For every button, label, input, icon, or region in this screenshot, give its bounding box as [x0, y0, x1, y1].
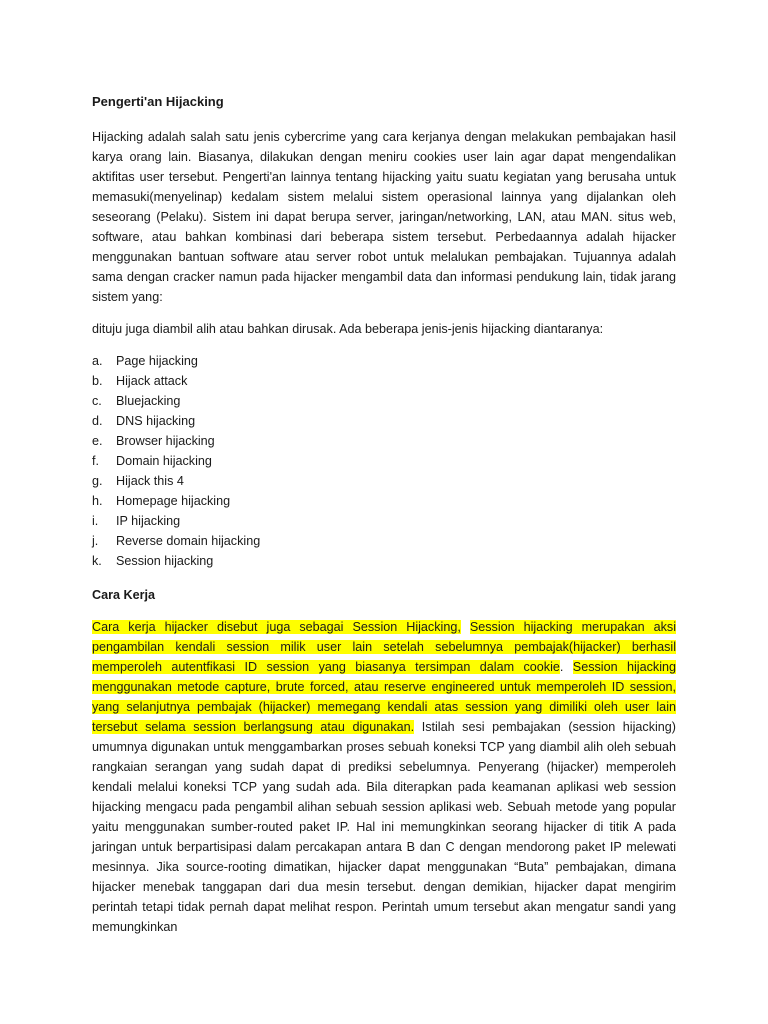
hijacking-types-list [92, 351, 676, 571]
list-item-text: DNS hijacking [116, 414, 196, 428]
body-text: Istilah sesi pembajakan (session hijacking) umumnya digunakan untuk menggambarkan proses sebuah koneksi TCP yang diambil alih oleh sebuah rangkaian serangan yang sudah dapat di prediksi sebelumnya. Penyerang (hijacker) memperoleh kendali melalui koneksi TCP yang sudah ada. Bila diterapkan pada keamanan aplikasi web session hijacking mengacu pada pengambil alihan sebuah session aplikasi web. Sebuah metode yang popular yaitu menggunakan sumber-routed paket IP. Hal ini memungkinkan seorang hijacker di titik A pada jaringan untuk berpartisipasi dalam percakapan antara B dan C dengan mendorong paket IP melewati mesinnya. Jika source-rooting dimatikan, hijacker dapat menggunakan “Buta” pembajakan, dimana hijacker menebak tanggapan dari dua mesin tersebut. dengan demikian, hijacker dapat mengirim perintah tetapi tidak pernah dapat melihat respon. Perintah umum tersebut akan mengatur sandi yang memungkinkan [92, 720, 676, 934]
highlighted-text: Cara kerja hijacker disebut juga sebagai Session Hijacking, [92, 620, 461, 634]
list-item [92, 371, 676, 391]
list-item-text: Domain hijacking [116, 454, 212, 468]
list-item [92, 411, 676, 431]
list-marker: k. [92, 554, 102, 568]
list-marker: b. [92, 374, 103, 388]
list-marker: e. [92, 434, 103, 448]
list-item-text: Session hijacking [116, 554, 214, 568]
list-item [92, 551, 676, 571]
list-marker: j. [92, 534, 99, 548]
list-intro: dituju juga diambil alih atau bahkan dirusak. Ada beberapa jenis-jenis hijacking diantaranya: [92, 322, 604, 336]
list-item-text: Hijack attack [116, 374, 188, 388]
document-title: Pengerti'an Hijacking [92, 94, 224, 109]
list-marker: a. [92, 354, 103, 368]
list-marker: d. [92, 414, 103, 428]
list-item-text: Homepage hijacking [116, 494, 231, 508]
list-item [92, 531, 676, 551]
text-separator [461, 620, 470, 634]
list-marker: g. [92, 474, 103, 488]
list-item-text: Hijack this 4 [116, 474, 184, 488]
list-item [92, 491, 676, 511]
cara-kerja-paragraph [92, 617, 676, 937]
list-item [92, 451, 676, 471]
list-item [92, 511, 676, 531]
list-item [92, 351, 676, 371]
highlighted-text: Session hijacking menggunakan metode capture, brute forced, atau reserve engineered untuk memperoleh ID session, yang selanjutnya pembajak (hijacker) memegang kendali atas session yang dimiliki oleh user lain tersebut selama session berlangsung atau digunakan. [92, 660, 677, 734]
list-marker: h. [92, 494, 103, 508]
list-item [92, 471, 676, 491]
intro-paragraph: Hijacking adalah salah satu jenis cybercrime yang cara kerjanya dengan melakukan pembajakan hasil karya orang lain. Biasanya, dilakukan dengan meniru cookies user lain agar dapat mengendalikan aktifitas user tersebut. Pengerti'an lainnya tentang hijacking yaitu suatu kegiatan yang berusaha untuk memasuki(menyelinap) kedalam sistem melalui sistem operasional lainnya yang dijalankan oleh seseorang (Pelaku). Sistem ini dapat berupa server, jaringan/networking, LAN, atau MAN. situs web, software, atau bahkan kombinasi dari beberapa sistem tersebut. Perbedaannya adalah hijacker menggunakan bantuan software atau server robot untuk melalukan pembajakan. Tujuannya adalah sama dengan cracker namun pada hijacker mengambil data dan informasi pendukung lain, tidak jarang sistem yang: [92, 130, 676, 304]
list-marker: i. [92, 514, 99, 528]
text-separator: . [559, 660, 573, 674]
highlighted-text: Session hijacking merupakan aksi pengambilan kendali session milik user lain setelah sebelumnya pembajak(hijacker) berhasil memperoleh autentfikasi ID session yang biasanya tersimpan dalam cookie [92, 620, 676, 674]
list-marker: c. [92, 394, 102, 408]
list-item-text: Reverse domain hijacking [116, 534, 261, 548]
list-marker: f. [92, 454, 99, 468]
list-item [92, 391, 676, 411]
list-item-text: Page hijacking [116, 354, 198, 368]
list-item-text: Bluejacking [116, 394, 181, 408]
section-title-cara-kerja: Cara Kerja [92, 588, 156, 602]
list-item-text: Browser hijacking [116, 434, 215, 448]
list-item [92, 431, 676, 451]
list-item-text: IP hijacking [116, 514, 181, 528]
